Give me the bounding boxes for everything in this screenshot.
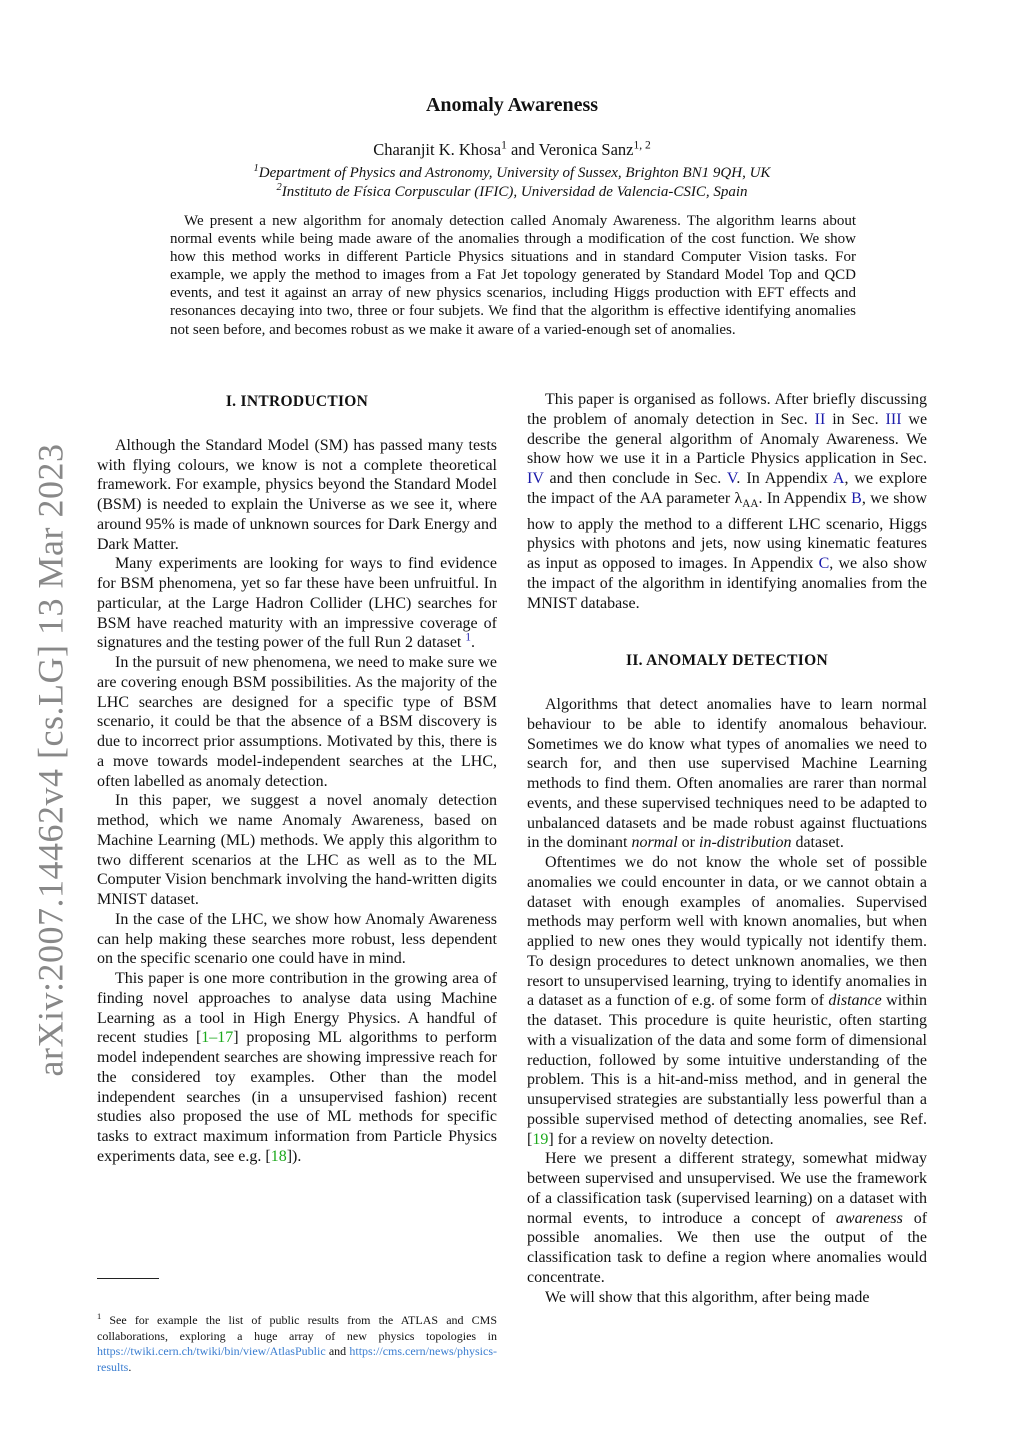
outline-text-a: This paper is organised as follows. After briefly discussing the problem of anomaly detection in Sec. xyxy=(527,391,927,428)
ref-sec-III[interactable]: III xyxy=(885,410,902,428)
affiliation-1-mark: 1 xyxy=(253,163,259,174)
outline-text-h: , we show how to apply the method to a different LHC scenario, Higgs physics with photons and jets, now using kinematic features as input as opposed to images. In Appendix xyxy=(527,489,928,573)
ad-p1-end: dataset. xyxy=(795,834,844,852)
ad-p1-text: Algorithms that detect anomalies have to learn normal behaviour to be able to identify anomalous behaviour. Sometimes we do know what types of anomalies we need to search for, and then use supervised Machine Learning methods to find them. Often anomalies are rarer than normal events, and these supervised techniques need to be adapted to unbalanced datasets and be made robust against fluctuations in the dominant xyxy=(527,696,927,852)
affiliation-1-text: Department of Physics and Astronomy, University of Sussex, Brighton BN1 9QH, UK xyxy=(258,165,771,181)
lambda-subscript: AA xyxy=(742,497,759,510)
footnote-text: See for example the list of public results from the ATLAS and CMS collaborations, exploring a huge array of new physics topologies in xyxy=(97,1313,498,1343)
section-heading-introduction: I. INTRODUCTION xyxy=(225,393,369,410)
footnote-link-atlas[interactable]: https://twiki.cern.ch/twiki/bin/view/AtlasPublic xyxy=(97,1344,326,1358)
intro-paragraph-3: In the pursuit of new phenomena, we need to make sure we are covering enough BSM possibilities. As the majority of the LHC searches are designed for a specific type of BSM scenario, it could be that the absence of a BSM discovery is due to incorrect prior assumptions. Motivated by this, there is a move towards model-independent searches at the LHC, often labelled as anomaly detection. xyxy=(97,654,497,790)
ad-paragraph-4: We will show that this algorithm, after being made xyxy=(545,1288,870,1306)
author-line xyxy=(0,140,1024,160)
left-column xyxy=(97,392,497,1167)
outline-text-g: . In Appendix xyxy=(758,489,847,507)
ref-appendix-A[interactable]: A xyxy=(832,470,845,487)
ad-p1-in-distribution: in-distribution xyxy=(699,834,792,852)
affiliation-2-mark: 2 xyxy=(276,182,282,193)
citation-1-17[interactable]: 1–17 xyxy=(201,1029,234,1047)
arxiv-identifier: arXiv:2007.14462v4 [cs.LG] 13 Mar 2023 xyxy=(30,443,70,1077)
intro-paragraph-1: Although the Standard Model (SM) has passed many tests with flying colours, we know is not a complete theoretical framework. For example, physics beyond the Standard Model (BSM) is needed to explain the Universe as we see it, where around 95% is made of unknown sources for Dark Energy and Dark Matter. xyxy=(97,436,497,553)
right-column xyxy=(527,390,927,1307)
author-2-affil: 1, 2 xyxy=(633,139,651,152)
section-heading-anomaly-detection: II. ANOMALY DETECTION xyxy=(626,652,828,670)
ad-p3-text-a: Here we present a different strategy, somewhat midway between supervised and unsupervised. We use the framework of a classification task (supervised learning) on a dataset with normal events, to introduce a concept of xyxy=(527,1150,927,1227)
abstract-text: We present a new algorithm for anomaly detection called Anomaly Awareness. The algorithm learns about normal events while being made aware of the anomalies through a modification of the cost function. We show how this method works in different Particle Physics situations and in standard Computer Vision tasks. For example, we apply the method to images from a Fat Jet topology generated by Standard Model Top and QCD events, and test it against an array of new physics scenarios, including Higgs production with EFT effects and resonances decaying into two, three or four subjets. We find that the algorithm is effective identifying anomalies not seen before, and becomes robust as we make it aware of a varied-enough set of anomalies. xyxy=(170,213,856,338)
intro-p2-text: Many experiments are looking for ways to find evidence for BSM phenomena, yet so far these have been unfruitful. In particular, at the Large Hadron Collider (LHC) searches for BSM have reached maturity with an impressive coverage of signatures and the testing power of the full Run 2 dataset xyxy=(97,555,497,652)
footnote-ref-1[interactable]: 1 xyxy=(465,631,471,644)
footnote-1 xyxy=(97,1313,497,1375)
ad-p2-text-b: within the dataset. This procedure is quite heuristic, often starting with a visualization of the data and some form of dimensional reduction, followed by some intuitive understanding of the problem. This is a hit-and-miss method, and in general the unsupervised strategies are substantially less powerful than a possible supervised method of detecting anomalies, see Ref. [ xyxy=(527,992,928,1148)
intro-paragraph-2 xyxy=(97,554,497,653)
ad-paragraph-1 xyxy=(527,695,927,853)
outline-paragraph xyxy=(527,390,927,613)
ad-p1-or: or xyxy=(681,834,695,852)
ref-sec-V[interactable]: V xyxy=(726,470,737,487)
outline-text-i: , we also show the impact of the algorithm in identifying anomalies from the MNIST database. xyxy=(527,555,928,612)
outline-text-e: . In Appendix xyxy=(736,470,828,487)
ad-p2-text-c: ] for a review on novelty detection. xyxy=(548,1130,774,1148)
ref-sec-II[interactable]: II xyxy=(814,410,826,428)
author-1-affil: 1 xyxy=(501,139,507,152)
intro-paragraph-6 xyxy=(97,969,497,1167)
intro-p6-text-a: This paper is one more contribution in the growing area of finding novel approaches to analyse data using Machine Learning as a tool in High Energy Physics. A handful of recent studies [ xyxy=(97,970,497,1047)
intro-paragraph-4: In this paper, we suggest a novel anomaly detection method, which we name Anomaly Awareness, based on Machine Learning (ML) methods. We apply this algorithm to two different scenarios at the LHC as well as to the ML Computer Vision benchmark involving the hand-written digits MNIST dataset. xyxy=(97,792,497,908)
ref-sec-IV[interactable]: IV xyxy=(527,470,544,487)
outline-text-b: in Sec. xyxy=(832,410,879,428)
intro-p2-end: . xyxy=(470,634,475,652)
affiliation-1 xyxy=(0,165,1024,182)
paper-title: Anomaly Awareness xyxy=(425,94,599,116)
outline-text-f: , we explore the impact of the AA parameter λ xyxy=(527,470,928,507)
arxiv-sidebar xyxy=(8,440,92,1080)
footnote-end: . xyxy=(128,1359,132,1374)
ad-p3-text-b: of possible anomalies. We then use the output of the classification task to define a region where anomalies would concentrate. xyxy=(527,1209,928,1286)
footnote-link-cms[interactable]: https://cms.cern/news/physics-results xyxy=(97,1344,498,1374)
author-2: Veronica Sanz xyxy=(538,140,634,159)
outline-text-c: we describe the general algorithm of Anomaly Awareness. We show how we use it in a Particle Physics application in Sec. xyxy=(527,410,928,468)
ad-paragraph-2 xyxy=(527,853,927,1149)
abstract xyxy=(170,212,856,339)
footnote-mark: 1 xyxy=(97,1312,102,1321)
affiliation-2-text: Instituto de Física Corpuscular (IFIC), Universidad de Valencia-CSIC, Spain xyxy=(281,184,748,200)
footnote-rule xyxy=(97,1278,159,1279)
affiliation-2 xyxy=(0,184,1024,201)
outline-text-d: and then conclude in Sec. xyxy=(549,470,722,487)
ad-p2-text-a: Oftentimes we do not know the whole set of possible anomalies we could encounter in data, or we cannot obtain a dataset with enough examples of anomalies. Supervised methods may perform well with known anomalies, but when applied to new ones they would typically not identify them. To design procedures to detect unknown anomalies, we then resort to unsupervised learning, trying to identify anomalies in a dataset as a function of e.g. of some form of xyxy=(527,854,927,1010)
ad-p2-distance: distance xyxy=(828,992,882,1010)
ref-appendix-C[interactable]: C xyxy=(818,555,830,573)
intro-p6-text-c: ]). xyxy=(286,1147,302,1165)
author-1: Charanjit K. Khosa xyxy=(373,140,502,159)
ref-appendix-B[interactable]: B xyxy=(851,489,862,507)
ad-p1-normal: normal xyxy=(631,834,678,852)
citation-19[interactable]: 19 xyxy=(532,1130,549,1148)
intro-paragraph-5: In the case of the LHC, we show how Anomaly Awareness can help making these searches more robust, less dependent on the specific scenario one could have in mind. xyxy=(97,910,497,968)
author-and: and xyxy=(510,140,535,159)
ad-paragraph-3 xyxy=(527,1149,927,1287)
intro-p6-text-b: ] proposing ML algorithms to perform model independent searches are showing impressive reach for the considered toy examples. Other than the model independent searches (in a unsupervised fashion) recent studies also proposed the use of ML methods for specific tasks to extract maximum information from Particle Physics experiments data, see e.g. [ xyxy=(97,1029,497,1165)
ad-p3-awareness: awareness xyxy=(835,1209,903,1227)
citation-18[interactable]: 18 xyxy=(270,1147,287,1165)
footnote-and: and xyxy=(328,1344,347,1358)
